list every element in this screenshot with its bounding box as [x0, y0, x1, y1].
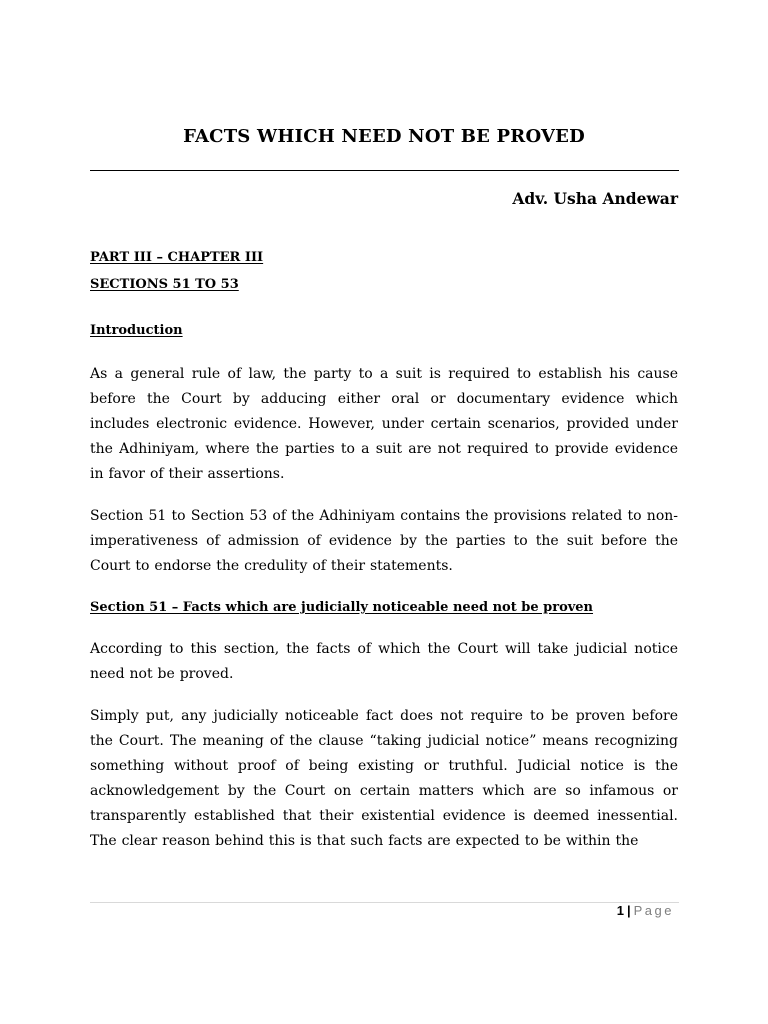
footer-separator: | [626, 903, 631, 918]
part-heading: PART III – CHAPTER III [90, 250, 264, 265]
page-label: Page [633, 903, 674, 918]
page-number: 1 [616, 903, 624, 918]
sections-heading: SECTIONS 51 TO 53 [90, 277, 239, 292]
paragraph-section-51: According to this section, the facts of which the Court will take judicial notice need not be proved. [90, 641, 678, 682]
introduction-heading: Introduction [90, 323, 183, 338]
title-divider [90, 170, 679, 171]
author-line: Adv. Usha Andewar [512, 189, 678, 208]
page-footer [617, 903, 674, 918]
paragraph-scope: Section 51 to Section 53 of the Adhiniyam contains the provisions related to non-imperativeness of admission of evidence by the parties to the suit before the Court to endorse the credulity of their statements. [90, 508, 678, 574]
section-51-heading: Section 51 – Facts which are judicially noticeable need not be proven [90, 600, 594, 615]
footer-divider [90, 902, 679, 903]
paragraph-judicial-notice: Simply put, any judicially noticeable fact does not require to be proven before the Court. The meaning of the clause “taking judicial notice” means recognizing something without proof of being existing or truthful. Judicial notice is the acknowledgement by the Court on certain matters which are so infamous or transparently established that their existential evidence is deemed inessential. The clear reason behind this is that such facts are expected to be within the [90, 708, 678, 849]
paragraph-intro: As a general rule of law, the party to a suit is required to establish his cause before the Court by adducing either oral or documentary evidence which includes electronic evidence. However, under certain scenarios, provided under the Adhiniyam, where the parties to a suit are not required to provide evidence in favor of their assertions. [90, 366, 678, 482]
page-title: FACTS WHICH NEED NOT BE PROVED [183, 126, 585, 147]
